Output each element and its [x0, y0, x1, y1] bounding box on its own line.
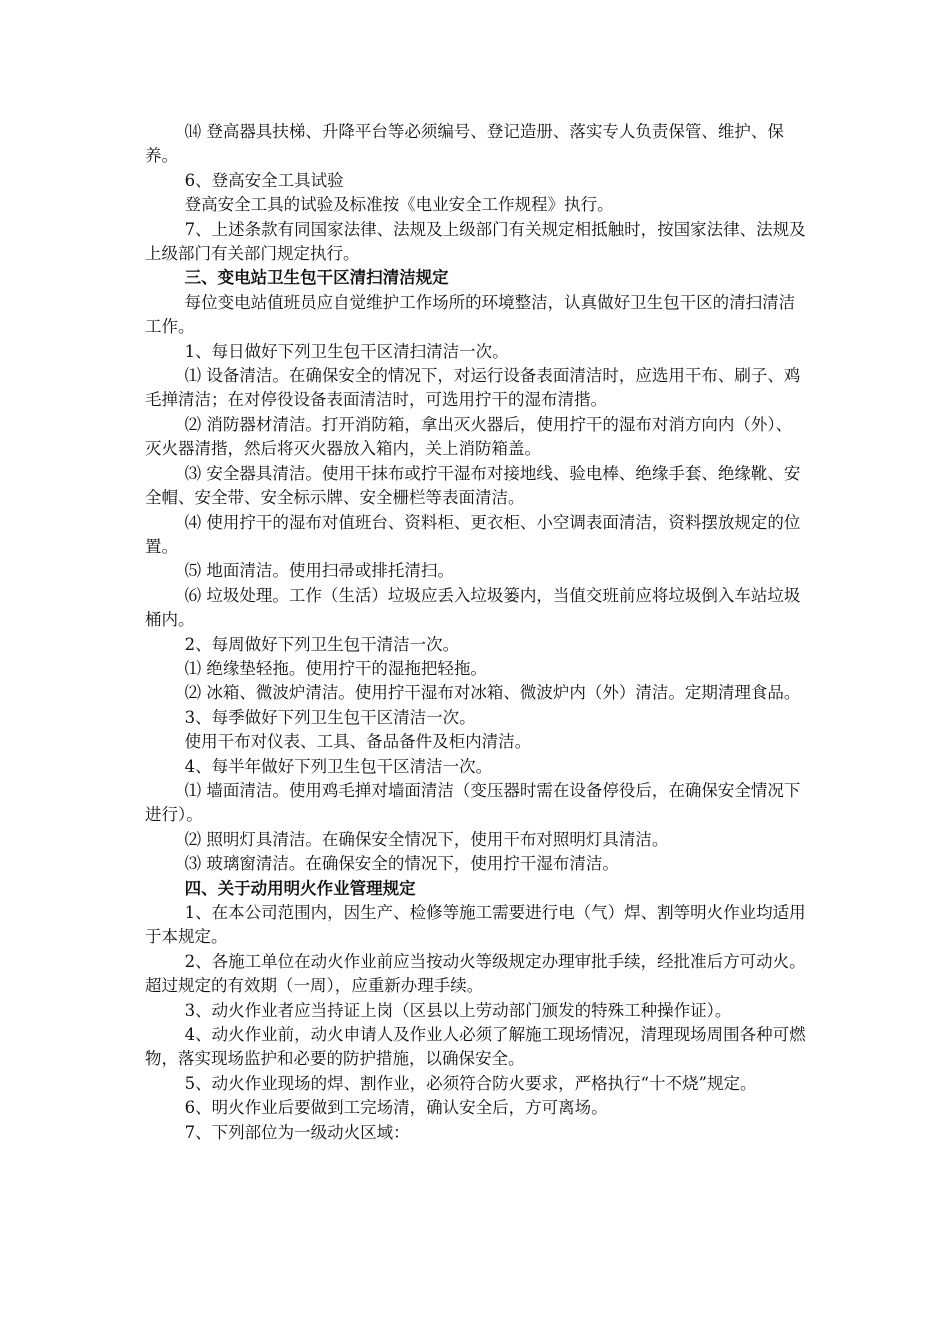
paragraph-wall-cleaning: ⑴ 墙面清洁。使用鸡毛掸对墙面清洁（变压器时需在设备停役后，在确保安全情况下进行）。: [145, 780, 801, 825]
paragraph-equipment-cleaning: ⑴ 设备清洁。在确保安全的情况下，对运行设备表面清洁时，应选用干布、刷子、鸡毛掸清洁；在对停役设备表面清洁时，可选用拧干的湿布清揩。: [145, 366, 801, 410]
paragraph-ladder-management: ⒁ 登高器具扶梯、升降平台等必须编号、登记造册、落实专人负责保管、维护、保养。: [145, 122, 784, 166]
paragraph-fire-zones: 7、下列部位为一级动火区域：: [184, 1122, 410, 1142]
paragraph-instrument-cleaning: 使用干布对仪表、工具、备品备件及柜内清洁。: [184, 732, 532, 752]
paragraph-cleaning-intro: 每位变电站值班员应自觉维护工作场所的环境整洁，认真做好卫生包干区的清扫清洁工作。: [145, 292, 796, 337]
paragraph-fire-scope: 1、在本公司范围内，因生产、检修等施工需要进行电（气）焊、割等明火作业均适用于本规定。: [145, 903, 806, 947]
paragraph-garbage-handling: ⑹ 垃圾处理。工作（生活）垃圾应丢入垃圾篓内，当值交班前应将垃圾倒入车站垃圾桶内。: [145, 585, 801, 630]
paragraph-fire-approval: 2、各施工单位在动火作业前应当按动火等级规定办理审批手续，经批准后方可动火。超过规定的有效期（一周），应重新办理手续。: [145, 951, 806, 996]
paragraph-fire-rules: 5、动火作业现场的焊、割作业，必须符合防火要求，严格执行“十不烧”规定。: [184, 1073, 757, 1093]
paragraph-fire-certification: 3、动火作业者应当持证上岗（区县以上劳动部门颁发的特殊工种操作证）。: [184, 1000, 732, 1020]
paragraph-tool-testing-title: 6、登高安全工具试验: [184, 170, 344, 190]
paragraph-tool-testing-standard: 登高安全工具的试验及标准按《电业安全工作规程》执行。: [184, 195, 614, 215]
paragraph-half-year-cleaning: 4、每半年做好下列卫生包干区清洁一次。: [184, 756, 493, 776]
paragraph-fire-preparation: 4、动火作业前，动火申请人及作业人必须了解施工现场情况，清理现场周围各种可燃物，落实现场监护和必要的防护措施，以确保安全。: [145, 1025, 806, 1069]
paragraph-mat-mopping: ⑴ 绝缘垫轻拖。使用拧干的湿拖把轻拖。: [184, 658, 487, 678]
paragraph-daily-cleaning: 1、每日做好下列卫生包干区清扫清洁一次。: [184, 341, 509, 361]
paragraph-fire-cleanup: 6、明火作业后要做到工完场清，确认安全后，方可离场。: [184, 1098, 608, 1118]
paragraph-window-cleaning: ⑶ 玻璃窗清洁。在确保安全的情况下，使用拧干湿布清洁。: [184, 854, 619, 874]
paragraph-lighting-cleaning: ⑵ 照明灯具清洁。在确保安全情况下，使用干布对照明灯具清洁。: [184, 829, 669, 849]
paragraph-floor-cleaning: ⑸ 地面清洁。使用扫帚或排托清扫。: [184, 561, 454, 581]
section-heading-cleaning: 三、变电站卫生包干区清扫清洁规定: [184, 268, 449, 288]
paragraph-desk-cleaning: ⑷ 使用拧干的湿布对值班台、资料柜、更衣柜、小空调表面清洁，资料摆放规定的位置。: [145, 512, 801, 556]
paragraph-weekly-cleaning: 2、每周做好下列卫生包干清洁一次。: [184, 634, 460, 654]
section-heading-open-fire: 四、关于动用明火作业管理规定: [184, 878, 416, 898]
paragraph-fire-equipment-cleaning: ⑵ 消防器材清洁。打开消防箱，拿出灭火器后，使用拧干的湿布对消方向内（外）、灭火器清揩，然后将灭火器放入箱内，关上消防箱盖。: [145, 414, 793, 459]
paragraph-quarterly-cleaning: 3、每季做好下列卫生包干区清洁一次。: [184, 707, 476, 727]
paragraph-safety-tools-cleaning: ⑶ 安全器具清洁。使用干抹布或拧干湿布对接地线、验电棒、绝缘手套、绝缘靴、安全帽、安全带、安全标示牌、安全栅栏等表面清洁。: [145, 463, 801, 508]
paragraph-fridge-microwave: ⑵ 冰箱、微波炉清洁。使用拧干湿布对冰箱、微波炉内（外）清洁。定期清理食品。: [184, 683, 801, 703]
document-body: [145, 120, 807, 1145]
paragraph-legal-conflict: 7、上述条款有同国家法律、法规及上级部门有关规定相抵触时，按国家法律、法规及上级部门有关部门规定执行。: [145, 219, 806, 264]
